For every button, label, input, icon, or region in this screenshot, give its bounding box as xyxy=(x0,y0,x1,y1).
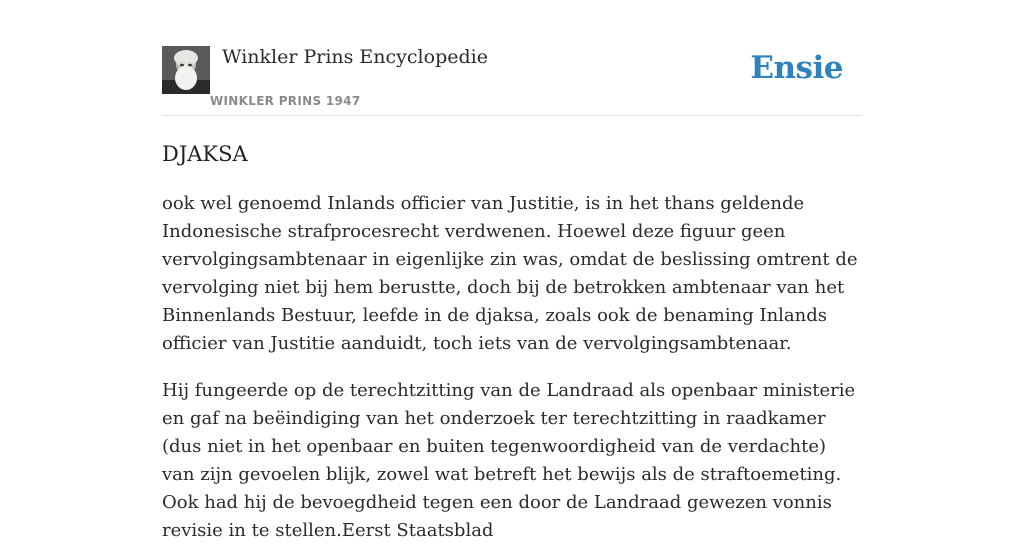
avatar[interactable] xyxy=(162,46,210,94)
site-title-link[interactable]: Winkler Prins Encyclopedie xyxy=(222,46,488,68)
entry-title: DJAKSA xyxy=(162,142,248,166)
edition-label: WINKLER PRINS 1947 xyxy=(210,94,361,108)
site-header xyxy=(162,0,862,116)
entry-paragraph: ook wel genoemd Inlands officier van Justitie, is in het thans geldende Indonesische strafprocesrecht verdwenen. Hoewel deze figuur geen vervolgingsambtenaar in eigenlijke zin was, omdat de beslissing omtrent de vervolging niet bij hem berustte, doch bij de betrokken ambtenaar van het Binnenlands Bestuur, leefde in de djaksa, zoals ook de benaming Inlands officier van Justitie aanduidt, toch iets van de vervolgingsambtenaar. xyxy=(162,193,858,354)
entry-body xyxy=(162,190,862,545)
entry-paragraph: Hij fungeerde op de terechtzitting van de Landraad als openbaar ministerie en gaf na beëindiging van het onderzoek ter terechtzitting in raadkamer (dus niet in het openbaar en buiten tegenwoordigheid van de verdachte) van zijn gevoelen blijk, zowel wat betreft het bewijs als de straftoemeting. Ook had hij de bevoegdheid tegen een door de Landraad gewezen vonnis revisie in te stellen.Eerst Staatsblad xyxy=(162,380,856,541)
ensie-logo-link[interactable]: Ensie xyxy=(750,50,843,86)
page xyxy=(162,0,862,541)
bearded-portrait-icon xyxy=(162,46,210,94)
